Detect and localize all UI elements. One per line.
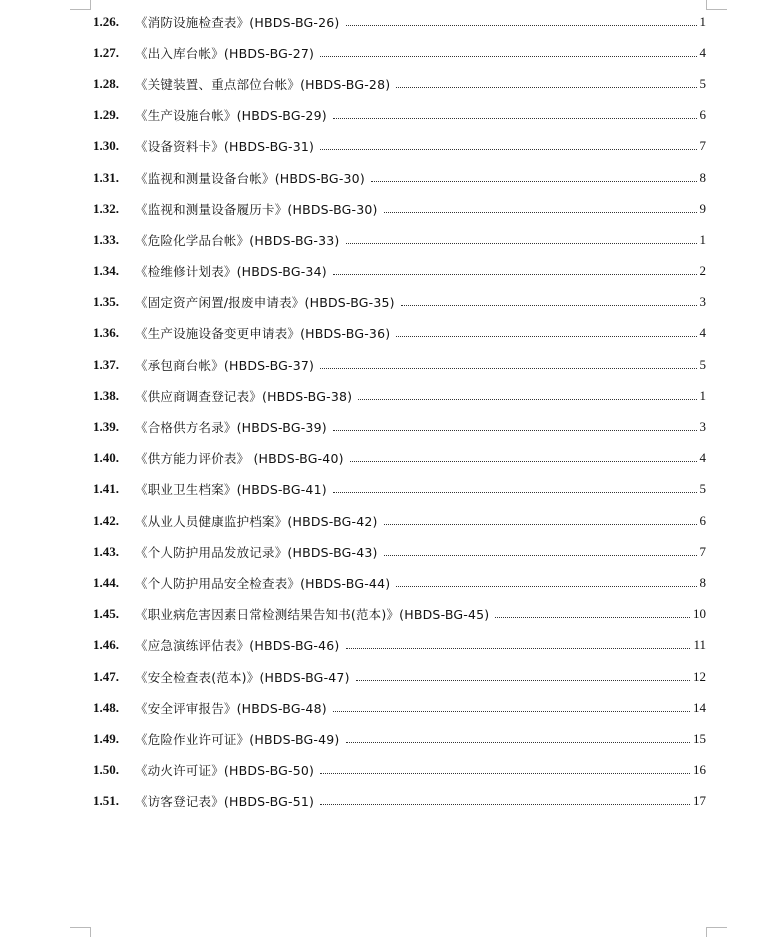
toc-entry-title[interactable]: 《危险作业许可证》(HBDS-BG-49) [135,731,340,747]
toc-entry-page-number: 10 [693,606,706,622]
toc-entry[interactable] [93,474,706,505]
toc-entry-number: 1.35. [93,294,119,310]
toc-dot-leader [333,273,697,275]
toc-entry-number: 1.43. [93,543,119,559]
toc-entry-title[interactable]: 《个人防护用品发放记录》(HBDS-BG-43) [135,544,378,560]
toc-dot-leader [320,55,696,57]
toc-entry-page-number: 8 [699,169,706,185]
toc-dot-leader [346,24,697,26]
toc-dot-leader [396,335,696,337]
toc-entry[interactable] [93,100,706,131]
toc-entry-page-number: 4 [699,450,706,466]
toc-entry[interactable] [93,162,706,193]
toc-dot-leader [396,585,696,587]
toc-entry-page-number: 4 [699,325,706,341]
toc-entry-number: 1.50. [93,762,119,778]
toc-entry-number: 1.46. [93,637,119,653]
toc-entry-page-number: 6 [699,107,706,123]
toc-entry-number: 1.34. [93,263,119,279]
toc-entry-number: 1.39. [93,419,119,435]
toc-entry-title[interactable]: 《检维修计划表》(HBDS-BG-34) [135,264,327,280]
margin-mark-bottom-left [70,927,91,937]
table-of-contents [93,6,706,817]
toc-dot-leader [346,647,691,649]
toc-entry[interactable] [93,723,706,754]
toc-entry-page-number: 11 [693,637,706,653]
toc-entry-number: 1.44. [93,574,119,590]
margin-mark-top-right [706,0,727,10]
toc-entry-number: 1.38. [93,387,119,403]
toc-entry-number: 1.33. [93,231,119,247]
toc-entry-page-number: 7 [699,543,706,559]
toc-entry-title[interactable]: 《从业人员健康监护档案》(HBDS-BG-42) [135,513,378,529]
toc-entry-page-number: 3 [699,419,706,435]
toc-entry-title[interactable]: 《动火许可证》(HBDS-BG-50) [135,763,315,779]
toc-entry-page-number: 17 [693,793,706,809]
toc-dot-leader [358,398,696,400]
toc-entry[interactable] [93,193,706,224]
toc-entry[interactable] [93,287,706,318]
toc-entry-page-number: 15 [693,730,706,746]
toc-entry-page-number: 5 [699,75,706,91]
toc-entry-number: 1.51. [93,793,119,809]
toc-entry-page-number: 1 [699,231,706,247]
toc-entry-title[interactable]: 《危险化学品台帐》(HBDS-BG-33) [135,232,340,248]
toc-entry-title[interactable]: 《访客登记表》(HBDS-BG-51) [135,794,315,810]
toc-entry-title[interactable]: 《承包商台帐》(HBDS-BG-37) [135,357,315,373]
toc-entry-number: 1.36. [93,325,119,341]
toc-dot-leader [320,772,690,774]
toc-entry-title[interactable]: 《出入库台帐》(HBDS-BG-27) [135,45,315,61]
margin-mark-bottom-right [706,927,727,937]
toc-dot-leader [384,554,697,556]
toc-entry-page-number: 14 [693,699,706,715]
toc-entry-number: 1.48. [93,699,119,715]
toc-dot-leader [320,367,696,369]
toc-entry-title[interactable]: 《职业病危害因素日常检测结果告知书(范本)》(HBDS-BG-45) [135,607,490,623]
toc-entry-number: 1.40. [93,450,119,466]
toc-entry-page-number: 7 [699,138,706,154]
toc-dot-leader [333,429,697,431]
toc-entry[interactable] [93,6,706,37]
toc-entry-page-number: 3 [699,294,706,310]
margin-mark-top-left [70,0,91,10]
toc-entry-number: 1.32. [93,200,119,216]
toc-dot-leader [356,679,690,681]
toc-dot-leader [384,523,697,525]
toc-entry-title[interactable]: 《应急演练评估表》(HBDS-BG-46) [135,638,340,654]
toc-entry[interactable] [93,443,706,474]
toc-dot-leader [396,86,696,88]
toc-entry-number: 1.37. [93,356,119,372]
toc-dot-leader [346,741,690,743]
toc-entry-page-number: 16 [693,762,706,778]
toc-entry[interactable] [93,755,706,786]
toc-entry-page-number: 12 [693,668,706,684]
toc-entry[interactable] [93,786,706,817]
toc-dot-leader [384,211,697,213]
toc-dot-leader [350,460,697,462]
toc-entry[interactable] [93,131,706,162]
toc-entry[interactable] [93,256,706,287]
toc-entry[interactable] [93,599,706,630]
toc-entry-page-number: 9 [699,200,706,216]
toc-dot-leader [333,710,690,712]
toc-entry-title[interactable]: 《生产设施设备变更申请表》(HBDS-BG-36) [135,326,391,342]
toc-dot-leader [495,616,690,618]
toc-dot-leader [346,242,697,244]
toc-entry[interactable] [93,318,706,349]
toc-entry-title[interactable]: 《关键装置、重点部位台帐》(HBDS-BG-28) [135,76,391,92]
toc-entry-title[interactable]: 《设备资料卡》(HBDS-BG-31) [135,139,315,155]
toc-entry-number: 1.27. [93,44,119,60]
toc-dot-leader [401,304,697,306]
toc-entry-title[interactable]: 《监视和测量设备台帐》(HBDS-BG-30) [135,170,365,186]
toc-entry[interactable] [93,661,706,692]
toc-entry-title[interactable]: 《供方能力评价表》 (HBDS-BG-40) [135,451,344,467]
toc-entry-title[interactable]: 《合格供方名录》(HBDS-BG-39) [135,420,327,436]
toc-entry-number: 1.26. [93,13,119,29]
toc-entry-number: 1.30. [93,138,119,154]
toc-entry-page-number: 6 [699,512,706,528]
toc-entry[interactable] [93,37,706,68]
toc-entry[interactable] [93,567,706,598]
toc-entry-page-number: 1 [699,387,706,403]
toc-entry-title[interactable]: 《供应商调查登记表》(HBDS-BG-38) [135,388,353,404]
toc-dot-leader [333,491,697,493]
toc-entry-title[interactable]: 《安全检查表(范本)》(HBDS-BG-47) [135,669,350,685]
toc-entry-title[interactable]: 《生产设施台帐》(HBDS-BG-29) [135,108,327,124]
toc-entry-page-number: 5 [699,356,706,372]
toc-dot-leader [333,117,697,119]
toc-entry-number: 1.45. [93,606,119,622]
toc-entry-page-number: 1 [699,13,706,29]
toc-entry[interactable] [93,630,706,661]
toc-entry-page-number: 2 [699,263,706,279]
toc-entry-page-number: 8 [699,574,706,590]
toc-entry-number: 1.31. [93,169,119,185]
toc-entry-number: 1.41. [93,481,119,497]
toc-entry-number: 1.49. [93,730,119,746]
toc-entry-number: 1.29. [93,107,119,123]
toc-entry[interactable] [93,536,706,567]
toc-entry[interactable] [93,68,706,99]
toc-entry[interactable] [93,349,706,380]
toc-entry-number: 1.47. [93,668,119,684]
toc-dot-leader [320,803,690,805]
toc-entry-title[interactable]: 《监视和测量设备履历卡》(HBDS-BG-30) [135,201,378,217]
toc-entry[interactable] [93,411,706,442]
toc-entry[interactable] [93,692,706,723]
toc-dot-leader [371,180,697,182]
toc-entry[interactable] [93,505,706,536]
toc-entry-title[interactable]: 《固定资产闲置/报废申请表》(HBDS-BG-35) [135,295,395,311]
toc-entry-title[interactable]: 《安全评审报告》(HBDS-BG-48) [135,700,327,716]
toc-entry-number: 1.28. [93,75,119,91]
toc-entry-title[interactable]: 《消防设施检查表》(HBDS-BG-26) [135,14,340,30]
toc-entry-number: 1.42. [93,512,119,528]
toc-dot-leader [320,148,696,150]
toc-entry-title[interactable]: 《个人防护用品安全检查表》(HBDS-BG-44) [135,575,391,591]
toc-entry[interactable] [93,224,706,255]
toc-entry-page-number: 4 [699,44,706,60]
toc-entry[interactable] [93,380,706,411]
toc-entry-page-number: 5 [699,481,706,497]
toc-entry-title[interactable]: 《职业卫生档案》(HBDS-BG-41) [135,482,327,498]
